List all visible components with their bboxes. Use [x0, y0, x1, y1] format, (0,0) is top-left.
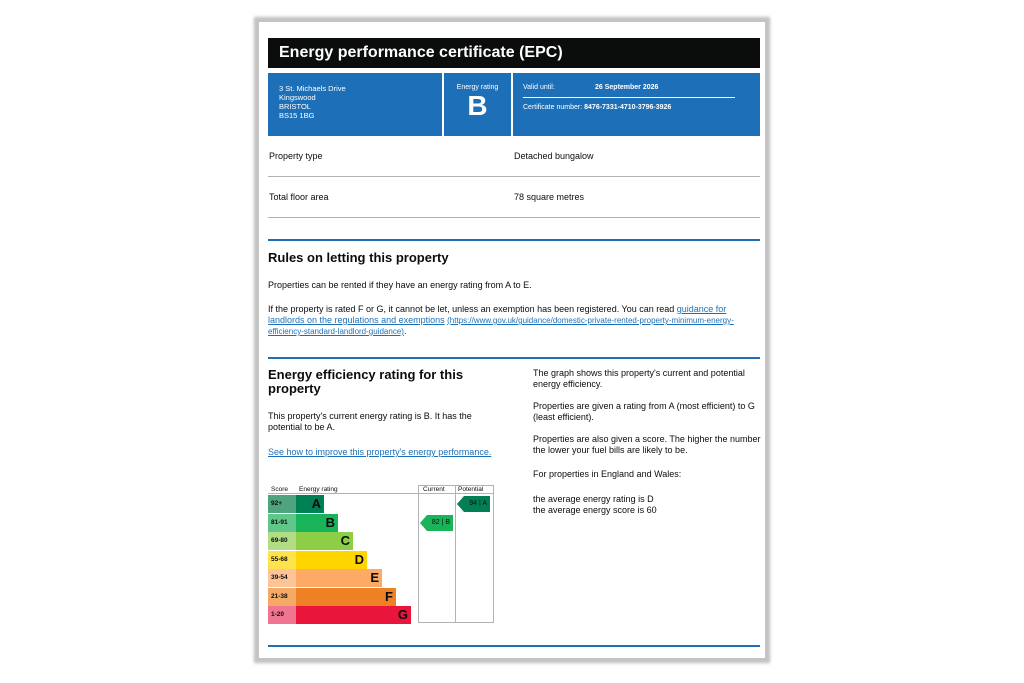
band-score: 55-68: [268, 551, 296, 569]
rules-paragraph-1: Properties can be rented if they have an energy rating from A to E.: [268, 280, 532, 290]
band-score: 92+: [268, 495, 296, 513]
floor-area-row: [268, 177, 760, 218]
band-bar: [296, 495, 324, 513]
current-column: [418, 485, 456, 623]
current-rating-arrow: [420, 515, 453, 531]
rating-band-a: [268, 495, 324, 513]
rating-band-g: [268, 606, 411, 624]
rules-paragraph-2-text: If the property is rated F or G, it cannot be let, unless an exemption has been registered. You can read: [268, 304, 675, 314]
certificate-number-row: [523, 104, 760, 111]
band-score: 81-91: [268, 514, 296, 532]
potential-rating-arrow-label: 94 | A: [469, 500, 487, 507]
energy-rating-letter: B: [467, 90, 488, 121]
section-divider: [268, 357, 760, 359]
valid-until-value: 26 September 2026: [595, 84, 659, 91]
current-rating-arrow-label: 82 | B: [431, 518, 450, 526]
page-title: Energy performance certificate (EPC): [268, 38, 760, 68]
energy-rating-box: [444, 73, 513, 136]
band-letter: A: [311, 496, 321, 511]
energy-rating-label: Energy rating: [456, 84, 499, 91]
score-column-header: Score: [271, 486, 288, 493]
rules-paragraph-2-end: .: [403, 326, 407, 336]
band-bar: [296, 606, 411, 624]
property-type-value: Detached bungalow: [514, 151, 594, 161]
section-divider: [268, 645, 760, 647]
certificate-details: [513, 73, 760, 136]
score-description: Properties are also given a score. The higher the number the lower your fuel bills are likely to be.: [533, 434, 761, 455]
band-bar: [296, 532, 353, 550]
epc-document: [256, 19, 768, 661]
band-letter: F: [385, 588, 393, 604]
rating-description: Properties are given a rating from A (most efficient) to G (least efficient).: [533, 401, 755, 422]
band-score: 69-80: [268, 532, 296, 550]
rating-band-f: [268, 588, 396, 606]
floor-area-value: 78 square metres: [514, 192, 585, 202]
band-score: 1-20: [268, 606, 296, 624]
average-rating: the average energy rating is D: [533, 494, 654, 504]
divider: [523, 97, 735, 98]
rating-band-e: [268, 569, 382, 587]
address-line: BRISTOL: [279, 102, 311, 111]
band-letter: E: [370, 570, 379, 585]
floor-area-label: Total floor area: [269, 192, 329, 202]
rules-heading: Rules on letting this property: [268, 250, 449, 265]
rating-band-b: [268, 514, 338, 532]
efficiency-right-column: [533, 368, 761, 516]
efficiency-left-column: [268, 368, 508, 458]
valid-until-row: [523, 84, 760, 91]
certificate-number-label: Certificate number:: [523, 104, 583, 111]
rating-column-header: Energy rating: [299, 486, 338, 493]
rating-band-c: [268, 532, 353, 550]
efficiency-section: [268, 368, 760, 658]
landlord-guidance-link[interactable]: guidance for landlords on the regulations and exemptions: [268, 304, 727, 325]
band-bar: [296, 514, 338, 532]
rating-band-d: [268, 551, 367, 569]
average-score: the average energy score is 60: [533, 505, 657, 515]
improve-performance-link[interactable]: See how to improve this property's energy performance.: [268, 447, 492, 457]
address-line: 3 St. Michaels Drive: [279, 84, 346, 93]
document-body: [268, 38, 760, 658]
header-divider: [268, 493, 493, 494]
valid-until-label: Valid until:: [523, 84, 555, 91]
potential-rating-arrow: [457, 496, 490, 512]
property-type-label: Property type: [269, 151, 323, 161]
england-wales-label: For properties in England and Wales:: [533, 469, 682, 479]
certificate-number-value: 8476-7331-4710-3796-3926: [584, 104, 672, 111]
current-rating-text: This property's current energy rating is B. It has the potential to be A.: [268, 411, 472, 432]
band-letter: C: [340, 533, 350, 548]
band-letter: D: [354, 551, 364, 567]
certificate-summary: [268, 73, 760, 136]
band-letter: G: [397, 607, 408, 622]
property-address: [268, 73, 444, 136]
band-bar: [296, 569, 382, 587]
current-column-header: Current: [423, 486, 445, 493]
rules-section: [268, 241, 760, 337]
band-bar: [296, 588, 396, 606]
potential-column-header: Potential: [458, 486, 484, 493]
efficiency-heading: Energy efficiency rating for this property: [268, 367, 464, 396]
landlord-guidance-url[interactable]: (https://www.gov.uk/guidance/domestic-private-rented-property-minimum-energy-efficiency-standard-landlord-guidance): [268, 316, 734, 336]
band-score: 39-54: [268, 569, 296, 587]
energy-rating-chart: [268, 485, 493, 623]
graph-description: The graph shows this property's current and potential energy efficiency.: [533, 368, 745, 389]
rules-paragraph-2: [268, 304, 760, 337]
address-line: Kingswood: [279, 93, 316, 102]
address-line: BS15 1BG: [279, 111, 315, 120]
band-bar: [296, 551, 367, 569]
band-letter: B: [325, 514, 335, 530]
property-type-row: [268, 136, 760, 177]
band-score: 21-38: [268, 588, 296, 606]
